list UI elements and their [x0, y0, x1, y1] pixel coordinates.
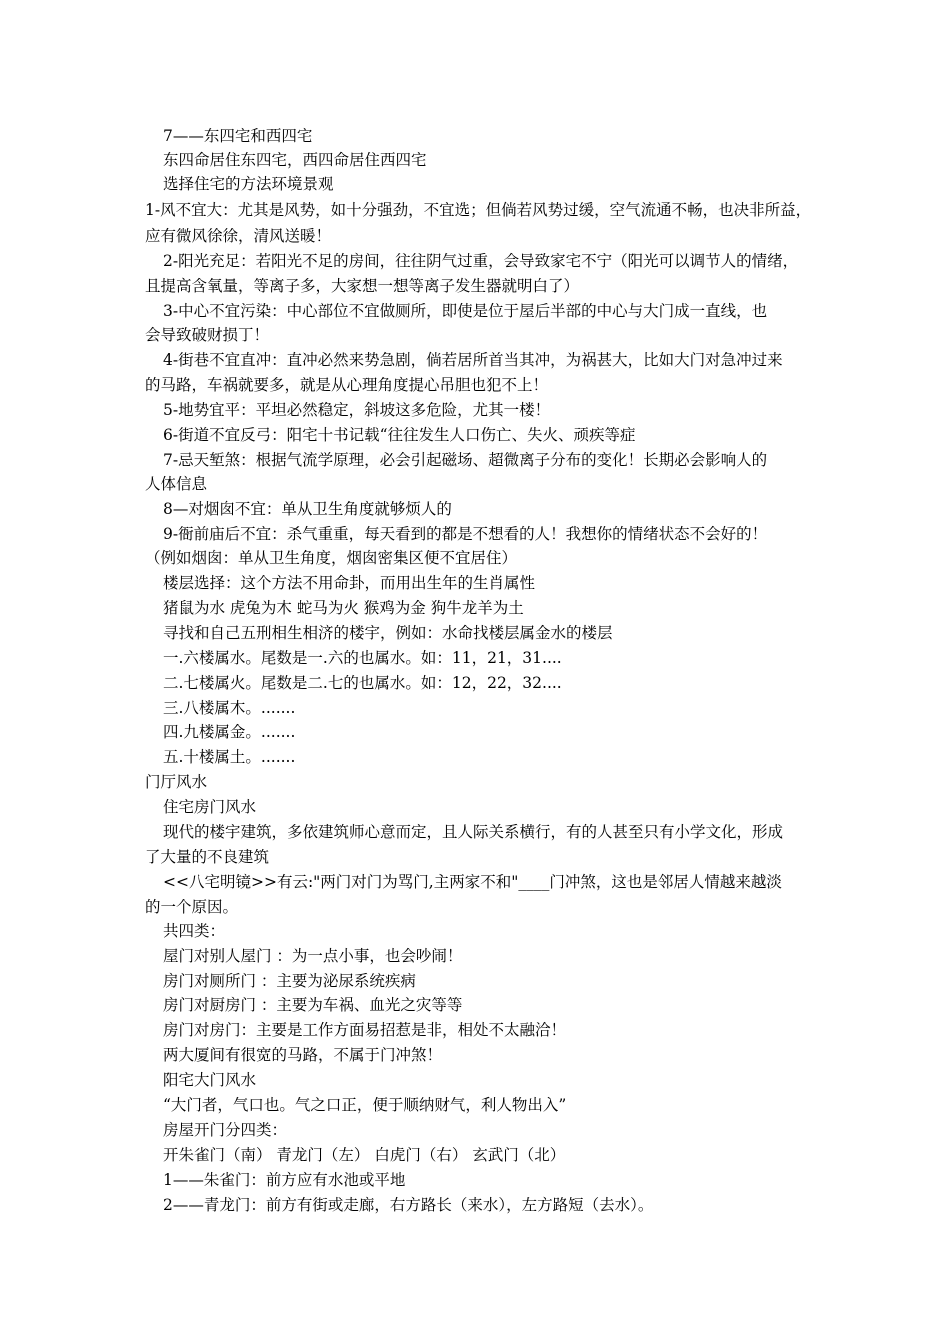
text-line: 1-风不宜大：尤其是风势，如十分强劲，不宜选；但倘若风势过缓，空气流通不畅，也决非所益， — [145, 201, 812, 219]
text-line: 3-中心不宜污染：中心部位不宜做厕所，即使是位于屋后半部的中心与大门成一直线，也 — [163, 302, 768, 320]
text-line: 阳宅大门风水 — [163, 1071, 257, 1089]
text-line: 1——朱雀门：前方应有水池或平地 — [163, 1171, 406, 1189]
text-line: 两大厦间有很宽的马路，不属于门冲煞！ — [163, 1046, 443, 1064]
text-line: （例如烟囱：单从卫生角度，烟囱密集区便不宜居住） — [145, 549, 518, 567]
text-line: 8—对烟囱不宜：单从卫生角度就够烦人的 — [163, 500, 452, 518]
text-line: 现代的楼宇建筑，多依建筑师心意而定，且人际关系横行，有的人甚至只有小学文化，形成 — [163, 823, 784, 841]
text-line: 应有微风徐徐，清风送暖！ — [145, 227, 332, 245]
text-line: 屋门对别人屋门 ：为一点小事，也会吵闹！ — [163, 947, 463, 965]
text-line: 4-街巷不宜直冲：直冲必然来势急剧，倘若居所首当其冲，为祸甚大，比如大门对急冲过来 — [163, 351, 783, 369]
text-line: “大门者，气口也。气之口正，便于顺纳财气，利人物出入” — [163, 1096, 567, 1114]
text-line: 人体信息 — [145, 475, 208, 493]
text-line: 了大量的不良建筑 — [145, 848, 270, 866]
text-line: 共四类： — [163, 922, 226, 940]
text-line: 5-地势宜平：平坦必然稳定，斜坡这多危险，尤其一楼！ — [163, 401, 551, 419]
text-line: 三.八楼属木。....... — [163, 699, 296, 717]
text-line: 的马路，车祸就要多，就是从心理角度提心吊胆也犯不上！ — [145, 376, 549, 394]
text-line: 四.九楼属金。....... — [163, 723, 296, 741]
text-line: <<八宅明镜>>有云:"两门对门为骂门,主两家不和"____门冲煞，这也是邻居人情越来越淡 — [163, 873, 782, 891]
text-line: 且提高含氧量，等离子多，大家想一想等离子发生器就明白了） — [145, 277, 580, 295]
text-line: 住宅房门风水 — [163, 798, 257, 816]
text-line: 的一个原因。 — [145, 898, 239, 916]
text-line: 9-衙前庙后不宜：杀气重重，每天看到的都是不想看的人！我想你的情绪状态不会好的！ — [163, 525, 768, 543]
text-line: 2-阳光充足：若阳光不足的房间，往往阴气过重，会导致家宅不宁（阳光可以调节人的情绪， — [163, 252, 799, 270]
text-line: 房屋开门分四类： — [163, 1121, 288, 1139]
text-line: 6-街道不宜反弓：阳宅十书记载“往往发生人口伤亡、失火、顽疾等症 — [163, 426, 636, 444]
text-line: 2——青龙门：前方有街或走廊，右方路长（来水），左方路短（去水）。 — [163, 1196, 654, 1214]
text-line: 房门对房门：主要是工作方面易招惹是非，相处不太融洽！ — [163, 1021, 567, 1039]
text-line: 房门对厨房门 ：主要为车祸、血光之灾等等 — [163, 996, 463, 1014]
text-line: 东四命居住东四宅，西四命居住西四宅 — [163, 151, 427, 169]
text-line: 猪鼠为水 虎兔为木 蛇马为火 猴鸡为金 狗牛龙羊为土 — [163, 599, 524, 617]
text-line: 选择住宅的方法环境景观 — [163, 175, 334, 193]
text-line: 7——东四宅和西四宅 — [163, 127, 313, 145]
text-line: 会导致破财损丁！ — [145, 326, 270, 344]
text-line: 楼层选择：这个方法不用命卦，而用出生年的生肖属性 — [163, 574, 536, 592]
text-line: 五.十楼属土。....... — [163, 748, 296, 766]
section-heading: 门厅风水 — [145, 773, 208, 791]
text-line: 7-忌天堑煞：根据气流学原理，必会引起磁场、超微离子分布的变化！长期必会影响人的 — [163, 451, 768, 469]
text-line: 寻找和自己五刑相生相济的楼宇，例如：水命找楼层属金水的楼层 — [163, 624, 613, 642]
text-line: 房门对厕所门 ：主要为泌尿系统疾病 — [163, 972, 416, 990]
text-line: 二.七楼属火。尾数是二.七的也属水。如：12，22，32.... — [163, 674, 562, 692]
text-line: 开朱雀门（南） 青龙门（左） 白虎门（右） 玄武门（北） — [163, 1146, 566, 1164]
text-line: 一.六楼属水。尾数是一.六的也属水。如：11，21，31.... — [163, 649, 562, 667]
